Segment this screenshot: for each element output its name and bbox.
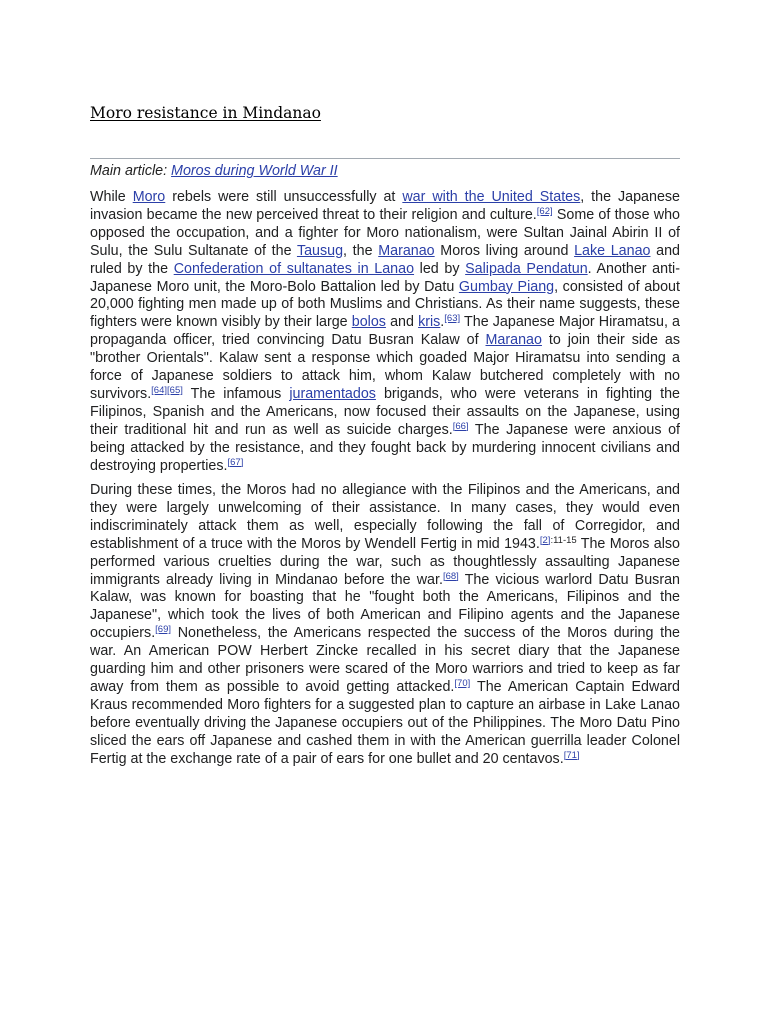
ref-62[interactable] (537, 206, 553, 217)
paragraph-1 (90, 189, 680, 476)
text-run: Moros living around (434, 242, 575, 259)
link-maranao[interactable]: Maranao (378, 242, 435, 259)
link-confederation-of-sultanates[interactable]: Confederation of sultanates in Lanao (173, 260, 415, 277)
link-kris[interactable]: kris (418, 314, 441, 331)
text-run: brigands, who were veterans in fighting the Filipinos, Spanish and the Americans, now focused their assaults on the Japanese, using their traditional hit and run as well as suicide charges. (90, 385, 680, 438)
text-run: During these times, the Moros had no allegiance with the Filipinos and the Americans, and they were largely unwelcoming of their assistance. In many cases, they would even indiscriminately attack them as well, especially following the fall of Corregidor, and establishment of a truce with the Moros by Wendell Fertig in mid 1943. (90, 482, 680, 552)
ref-68[interactable] (443, 571, 459, 582)
link-salipada-pendatun[interactable]: Salipada Pendatun (465, 260, 588, 277)
ref-65-link[interactable]: [65] (167, 384, 183, 396)
text-run: and ruled by the (90, 242, 680, 277)
ref-69[interactable] (155, 624, 171, 635)
text-run: . Another anti-Japanese Moro unit, the Moro-Bolo Battalion led by Datu (90, 260, 680, 295)
link-juramentados[interactable]: juramentados (289, 385, 376, 402)
link-tausug[interactable]: Tausug (296, 242, 344, 259)
ref-66[interactable] (453, 421, 469, 432)
ref-62-link[interactable]: [62] (536, 205, 553, 217)
link-bolos[interactable]: bolos (351, 314, 386, 331)
ref-67[interactable] (227, 457, 243, 468)
ref-70-link[interactable]: [70] (454, 677, 471, 689)
text-run: . (440, 314, 445, 331)
heading-divider (90, 158, 680, 159)
ref-2-link[interactable]: [2] (539, 534, 551, 546)
text-run: The Japanese were anxious of being attacked by the resistance, and they fought back by murdering innocent civilians and destroying properties. (90, 421, 680, 474)
link-gumbay-piang[interactable]: Gumbay Piang (458, 278, 555, 295)
ref-69-link[interactable]: [69] (155, 624, 172, 636)
ref-2[interactable] (540, 535, 551, 546)
ref-63[interactable] (444, 313, 460, 324)
link-lake-lanao[interactable]: Lake Lanao (574, 242, 651, 259)
ref-68-link[interactable]: [68] (442, 570, 459, 582)
text-run: , consisted of about 20,000 fighting men made up of both Muslims and Christians. As their name suggests, these fighters were known visibly by their large (90, 278, 680, 331)
text-run: The vicious warlord Datu Busran Kalaw, was known for boasting that he "fought both the Americans, Filipinos and the Japanese", which took the lives of both American and Filipino agents and the Japanese occupiers. (90, 571, 680, 642)
ref-64-link[interactable]: [64] (151, 384, 168, 396)
hatnote-prefix: Main article: (90, 163, 172, 179)
link-war-with-united-states[interactable]: war with the United States (402, 189, 581, 205)
text-run: The Japanese Major Hiramatsu, a propaganda officer, tried convincing Datu Busran Kalaw of (90, 314, 680, 349)
text-run: The infamous (182, 385, 290, 402)
ref-64[interactable] (151, 385, 183, 396)
text-run: The Moros also performed various cruelties during the war, such as thoughtlessly assaulting Japanese immigrants already living in Mindanao before the war. (90, 535, 680, 588)
text-run: , the (343, 242, 379, 259)
ref-2-pages: :11-15 (550, 534, 577, 546)
ref-71-link[interactable]: [71] (563, 749, 580, 761)
main-article-hatnote (90, 163, 338, 179)
paragraph-2 (90, 482, 680, 769)
main-article-link[interactable]: Moros during World War II (171, 163, 338, 179)
text-run: Some of those who opposed the occupation, and a fighter for Moro nationalism, were Sultan Jainal Abirin II of Sulu, the Sulu Sultanate of the (90, 206, 680, 259)
ref-67-link[interactable]: [67] (227, 456, 244, 468)
text-run: to join their side as "brother Orientals". Kalaw sent a response which goaded Major Hiramatsu into sending a force of Japanese soldiers to attack him, whom Kalaw butchered completely with no survivors. (90, 332, 680, 402)
link-moro[interactable]: Moro (132, 189, 166, 205)
text-run: The American Captain Edward Kraus recommended Moro fighters for a suggested plan to capture an airbase in Lake Lanao before eventually driving the Japanese occupiers out of the Philippines. The Moro Datu Pino sliced the ears off Japanese and cashed them in with the American guerrilla leader Colonel Fertig at the exchange rate of a pair of ears for one bullet and 20 centavos. (90, 678, 680, 767)
ref-63-link[interactable]: [63] (444, 313, 461, 325)
ref-71[interactable] (564, 750, 580, 761)
text-run: led by (414, 260, 466, 277)
text-run: While (90, 189, 133, 205)
ref-70[interactable] (454, 678, 470, 689)
text-run: and (385, 314, 419, 331)
text-run: Nonetheless, the Americans respected the success of the Moros during the war. An American POW Herbert Zincke recalled in his secret diary that the Japanese guarding him and other prisoners were scared of the Moro warriors and tried to keep as far away from them as possible to avoid getting attacked. (90, 625, 680, 695)
ref-66-link[interactable]: [66] (452, 420, 469, 432)
text-run: , the Japanese invasion became the new perceived threat to their religion and culture. (90, 189, 680, 223)
text-run: rebels were still unsuccessfully at (165, 189, 403, 205)
link-maranao-2[interactable]: Maranao (485, 332, 542, 349)
section-heading: Moro resistance in Mindanao (90, 104, 321, 122)
